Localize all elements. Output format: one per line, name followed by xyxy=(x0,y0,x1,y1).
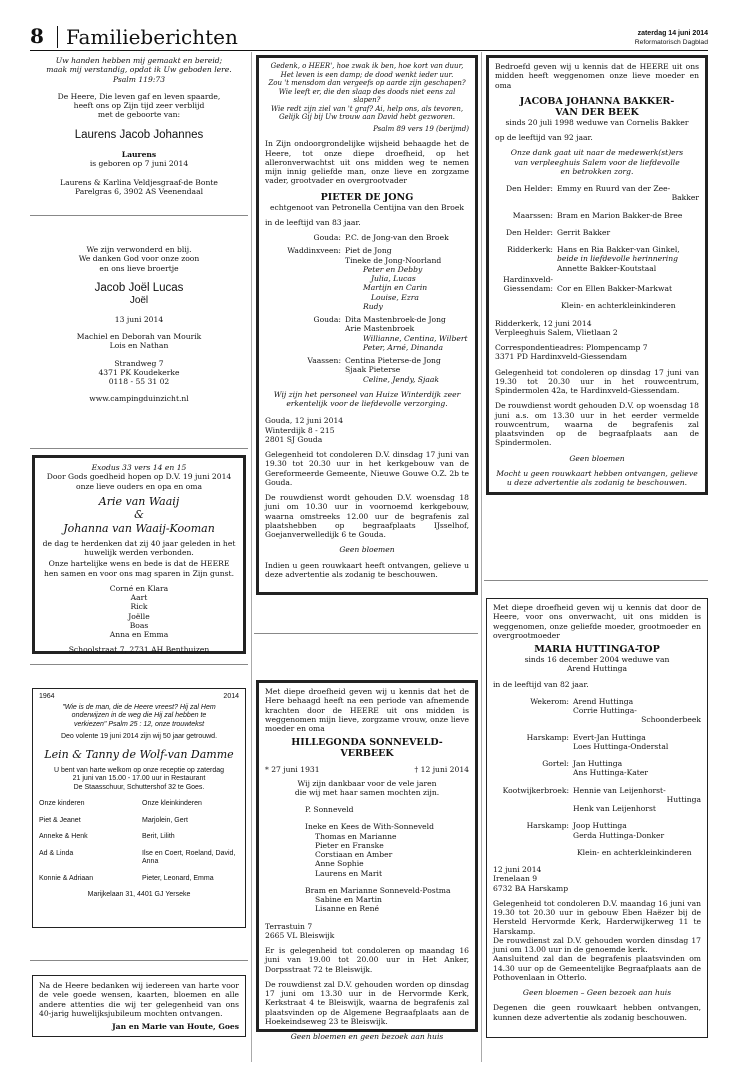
newspaper-name: Reformatorisch Dagblad xyxy=(634,39,708,46)
family-name: beide in liefdevolle herinnering xyxy=(557,254,678,264)
column-divider xyxy=(251,52,252,1062)
ad-separator xyxy=(30,664,248,665)
family-cell: Onze kinderen xyxy=(39,800,85,808)
family-cell: Pieter, Leonard, Emma xyxy=(142,874,214,882)
thanks-line: Wij zijn dankbaar voor de vele jaren xyxy=(297,778,437,788)
family-group xyxy=(265,886,469,914)
anniversary-announcement-de-wolf xyxy=(32,688,246,928)
family-name: Arie Mastenbroek xyxy=(345,324,415,334)
widow-line: Arend Huttinga xyxy=(566,664,628,674)
quote-line: "Wie is de man, die de Heere vreest? Hij zal Hem xyxy=(62,703,216,711)
text-line: hen samen en voor ons mag sparen in Zijn gunst. xyxy=(44,568,234,578)
family-name: Laurens en Marit xyxy=(315,868,382,878)
address-line: Irenelaan 9 xyxy=(493,874,538,884)
child-name: Laurens Jacob Johannes xyxy=(74,128,204,141)
widow-line: sinds 16 december 2004 weduwe van xyxy=(524,655,670,664)
intro-line: We zijn verwonderd en blij. xyxy=(86,245,192,254)
family-table xyxy=(39,800,239,883)
family-name: Tineke de Jong-Noorland xyxy=(345,255,442,265)
family-cell: Ilse en Coert, Roeland, David, Anna xyxy=(142,849,236,866)
quote-line: verkiezen" Psalm 25 : 12, onze trouwtekst xyxy=(73,720,205,728)
family-place: Maarssen: xyxy=(512,210,553,220)
phone: 0118 - 55 31 02 xyxy=(108,377,170,387)
deceased-name: HILLEGONDA SONNEVELD- xyxy=(291,737,443,749)
address-line: 12 juni 2014 xyxy=(493,865,542,874)
family-place: Gouda: xyxy=(313,233,341,242)
family-name: Annette Bakker-Koutstaal xyxy=(557,263,657,273)
family-name: Corstiaan en Amber xyxy=(315,850,393,859)
family-place: Ridderkerk: xyxy=(507,245,553,254)
correspondence: 3371 PD Hardinxveld-Giessendam xyxy=(495,352,627,362)
obituary-hillegonda-sonneveld xyxy=(256,680,478,1041)
family-place: Gortel: xyxy=(542,759,569,768)
family-place: Kootwijkerbroek: xyxy=(502,785,569,795)
flowers-note: Geen bloemen xyxy=(569,453,625,463)
family-name: Joop Huttinga xyxy=(573,821,627,831)
intro-line: met de geboorte van: xyxy=(97,110,181,120)
card-note: Degenen die geen rouwkaart hebben ontvangen, kunnen deze advertentie als zodanig beschouwen. xyxy=(493,1003,701,1022)
verse-line: Wie redt zijn ziel van 't graf? Ai, help ons, als tevoren, xyxy=(270,104,464,113)
ad-separator xyxy=(484,580,708,581)
family-list xyxy=(493,697,701,857)
intro-text: In Zijn ondoorgrondelijke wijsheid behaagde het de Heere, tot onze diepe droefheid, op het alleronverwachtst uit ons midden weg te nemen mijn innig geliefde man, onze lieve en zorgzame vader, grootvader en overgrootvader xyxy=(265,139,469,186)
funeral-info: De rouwdienst wordt gehouden D.V. op woensdag 18 juni a.s. om 13.30 uur in het eerder vermelde rouwcentrum, waarna de begrafenis zal plaatsvinden op de begraafplaats aan de Spindermolen. xyxy=(495,401,699,448)
intro-text: Bedroefd geven wij u kennis dat de HEERE uit ons midden heeft weggenomen onze lieve moeder en oma xyxy=(495,62,699,90)
family-name: Gerrit Bakker xyxy=(557,227,611,237)
header-rule xyxy=(30,50,708,51)
spouse-line: echtgenoot van Petronella Centijna van den Broek xyxy=(270,202,464,212)
family-cell: Onze kleinkinderen xyxy=(142,800,202,808)
family-name: Ineke en Kees de With-Sonneveld xyxy=(305,822,434,832)
grandchildren: Peter, Arné, Dinanda xyxy=(363,342,443,352)
year-row xyxy=(39,693,239,702)
signature: Jan en Marie van Houte, Goes xyxy=(112,1022,239,1031)
family-name: Bram en Marianne Sonneveld-Postma xyxy=(305,885,451,895)
family-place: Harskamp: xyxy=(526,732,569,742)
address-line: 6732 BA Harskamp xyxy=(493,883,569,893)
family-place: Gouda: xyxy=(313,315,341,324)
deceased-name: PIETER DE JONG xyxy=(320,191,414,203)
card-note: Indien u geen rouwkaart heeft ontvangen, gelieve u deze advertentie als zodanig te beschouwen. xyxy=(265,560,469,579)
birth-announcement-jacob xyxy=(32,245,246,405)
parents: Laurens & Karlina Veldjesgraaf-de Bonte xyxy=(60,178,218,188)
family-member: Anna en Emma xyxy=(109,630,169,640)
grandchildren: Celine, Jendy, Sjaak xyxy=(363,374,439,384)
intro-line: Door Gods goedheid hopen op D.V. 19 juni 2014 xyxy=(46,472,232,482)
family-cell: Konnie & Adriaan xyxy=(39,874,94,882)
grandchildren: Klein- en achterkleinkinderen xyxy=(577,847,692,857)
verse-line: Het leven is een damp; de dood wenkt ieder uur. xyxy=(280,70,454,79)
family-place: Harskamp: xyxy=(526,821,569,831)
address-line: Verpleeghuis Salem, Vlietlaan 2 xyxy=(495,327,618,337)
address-line: 4371 PK Koudekerke xyxy=(98,367,180,377)
correspondence: Correspondentieadres: Plompencamp 7 xyxy=(495,343,648,352)
address-line: Gouda, 12 juni 2014 xyxy=(265,416,344,426)
condolence-info: Gelegenheid tot condoleren op dinsdag 17 juni van 19.30 tot 20.30 uur in het rouwcentrum, Spindermolen 42a, te Hardinxveld-Giessendam. xyxy=(495,367,699,395)
thanks-line: Onze dank gaat uit naar de medewerk(st)ers xyxy=(510,148,684,158)
deceased-name: VERBEEK xyxy=(340,748,394,760)
thanks-announcement-van-houte xyxy=(32,975,246,1037)
address: Schoolstraat 7, 2731 AH Benthuizen xyxy=(68,645,210,655)
address-line: Ridderkerk, 12 juni 2014 xyxy=(495,318,592,328)
couple-name: Lein & Tanny de Wolf-van Damme xyxy=(44,747,234,761)
address-line: 2801 SJ Gouda xyxy=(265,434,323,444)
family-name: Dita Mastenbroek-de Jong xyxy=(345,315,446,324)
header-divider xyxy=(57,26,58,48)
flowers-note: Geen bloemen xyxy=(339,545,395,555)
family-cell: Marjolein, Gert xyxy=(142,816,188,824)
family-place: Hardinxveld-Giessendam: xyxy=(503,274,553,293)
age-line: in de leeftijd van 82 jaar. xyxy=(493,679,589,689)
page-number: 8 xyxy=(30,24,44,48)
thanks-line: die wij met haar samen mochten zijn. xyxy=(294,787,440,797)
verse-ref: Psalm 119:73 xyxy=(112,74,166,84)
thanks-line: van verpleeghuis Salem voor de liefdevolle xyxy=(514,157,680,167)
section-title: Familieberichten xyxy=(66,25,238,49)
family-name: Bakker xyxy=(671,193,699,203)
family-place: Vaassen: xyxy=(307,356,341,365)
flowers-note: Geen bloemen – Geen bezoek aan huis xyxy=(522,988,672,997)
family-cell: Piet & Jeanet xyxy=(39,816,81,824)
intro-text: Met diepe droefheid geven wij u kennis dat het de Here behaagd heeft na een periode van afnemende krachten door de HEERE uit ons midden is weggenomen mijn lieve, zorgzame vrouw, onze lieve moeder en oma xyxy=(265,687,469,733)
family-place: Wekerom: xyxy=(530,696,569,706)
condolence-info: Gelegenheid tot condoleren D.V. maandag 16 juni van 19.30 tot 20.30 uur in gebouw Eben Haëzer bij de Hersteld Hervormde Kerk, Harderwijkerweg 11 te Harskamp. xyxy=(493,898,701,936)
thanks-line: en betrokken zorg. xyxy=(560,166,634,176)
year-end: 2014 xyxy=(223,693,239,700)
family-name: Schoonderbeek xyxy=(641,715,701,725)
family-list xyxy=(495,184,699,311)
address: Parelgras 6, 3902 AS Veenendaal xyxy=(74,187,204,197)
column-divider xyxy=(481,52,482,1062)
grandchildren: Willianne, Centina, Wilbert xyxy=(363,333,468,343)
call-name: Joël xyxy=(129,294,149,306)
siblings: Lois en Nathan xyxy=(109,341,169,351)
family-name: Emmy en Ruurd van der Zee- xyxy=(557,184,671,193)
verse-line: Zou 't mensdom dan vergeefs op aarde zijn geschapen? xyxy=(268,79,466,88)
family-member: Rick xyxy=(130,602,148,612)
family-name: Lisanne en René xyxy=(315,904,379,914)
family-place: Den Helder: xyxy=(506,227,553,237)
text-line: huwelijk werden verbonden. xyxy=(84,548,194,558)
invite-line: 21 juni van 15.00 - 17.00 uur in Restaurant xyxy=(72,775,206,783)
parents: Machiel en Deborah van Mourik xyxy=(76,332,202,342)
ad-separator xyxy=(254,633,478,634)
address-line: Strandweg 7 xyxy=(114,358,164,368)
family-name: Hennie van Leijenhorst- xyxy=(573,785,666,795)
address: Marijkelaan 31, 4401 GJ Yerseke xyxy=(87,891,191,899)
family-name: Corrie Huttinga- xyxy=(573,706,637,715)
age-line: op de leeftijd van 92 jaar. xyxy=(495,133,593,142)
ad-separator xyxy=(30,215,248,216)
couple-name: Johanna van Waaij-Kooman xyxy=(63,521,215,535)
life-dates xyxy=(265,765,469,774)
death-date: † 12 juni 2014 xyxy=(414,765,469,775)
obituary-jacoba-bakker xyxy=(486,55,708,495)
verse-line: Gedenk, o HEER', hoe zwak ik ben, hoe kort van duur, xyxy=(270,62,464,70)
funeral-info: De rouwdienst zal D.V. gehouden worden dinsdag 17 juni om 13.00 uur in de genoemde kerk. xyxy=(493,935,701,954)
family-name: Sabine en Martin xyxy=(315,895,382,904)
ad-separator xyxy=(30,960,248,961)
card-note: Mocht u geen rouwkaart hebben ontvangen, gelieve u deze advertentie als zodanig te beschouwen. xyxy=(496,468,698,487)
call-name: Laurens xyxy=(121,149,157,159)
address-line: Terrastuin 7 xyxy=(265,921,313,931)
grandchildren: Klein- en achterkleinkinderen xyxy=(561,301,676,311)
family-name: Arend Huttinga xyxy=(573,696,634,706)
family-name: Piet de Jong xyxy=(345,246,392,256)
website-link[interactable]: www.campingduinzicht.nl xyxy=(89,394,189,404)
grandchildren: Martijn en Carin xyxy=(363,283,428,293)
text-line: de dag te herdenken dat zij 40 jaar geleden in het xyxy=(42,538,236,548)
verse-ref: Exodus 33 vers 14 en 15 xyxy=(91,463,187,472)
family-name: Sjaak Pieterse xyxy=(345,365,401,375)
deceased-name: VAN DER BEEK xyxy=(555,106,639,118)
family-name: Huttinga xyxy=(666,794,701,804)
intro-line: onze lieve ouders en opa en oma xyxy=(76,481,202,491)
obituary-pieter-de-jong xyxy=(256,55,478,595)
family-cell: Anneke & Henk xyxy=(39,833,88,841)
page-header xyxy=(0,0,738,48)
thanks-text: Na de Heere bedanken wij iedereen van harte voor de vele goede wensen, kaarten, bloemen en alle andere attenties die wij ter gelegenheid van ons 40-jarig huwelijksjubileum mochten ontvangen. xyxy=(39,981,239,1018)
condolence-info: Er is gelegenheid tot condoleren op maandag 16 juni van 19.00 tot 20.00 uur in Het Anker, Dorpsstraat 72 te Bleiswijk. xyxy=(265,946,469,974)
funeral-info: De rouwdienst wordt gehouden D.V. woensdag 18 juni om 10.30 uur in voornoemd kerkgebouw, waarna omstreeks 12.00 uur de begrafenis zal plaatshebben op begraafplaats IJsselhof, Goejanverwelledijk 6 te Gouda. xyxy=(265,493,469,539)
ad-separator xyxy=(30,448,248,449)
address-line: 2665 VL Bleiswijk xyxy=(265,930,335,940)
couple-name: Arie van Waaij xyxy=(98,494,180,508)
intro-text: Met diepe droefheid geven wij u kennis dat door de Heere, voor ons onverwacht, uit ons midden is weggenomen, onze geliefde moeder, grootmoeder en overgrootmoeder xyxy=(493,603,701,640)
birth-date: * 27 juni 1931 xyxy=(265,765,320,775)
text-line: Onze hartelijke wens en bede is dat de HEERE xyxy=(48,559,230,569)
verse-ref: Psalm 89 vers 19 (berijmd) xyxy=(373,124,469,133)
issue-date: zaterdag 14 juni 2014 xyxy=(637,30,708,37)
family-cell: Ad & Linda xyxy=(39,849,74,857)
family-name: Gerda Huttinga-Donker xyxy=(573,830,665,840)
intro-line: en ons lieve broertje xyxy=(99,263,179,273)
family-name: Anne Sophie xyxy=(315,859,364,869)
family-name: Jan Huttinga xyxy=(573,759,623,768)
anniversary-announcement-van-waaij xyxy=(32,455,246,654)
verse-line: Uw handen hebben mij gemaakt en bereid; xyxy=(55,56,223,65)
family-name: Evert-Jan Huttinga xyxy=(573,732,646,742)
wedding-line: Deo volente 19 juni 2014 zijn wij 50 jaar getrouwd. xyxy=(60,733,218,741)
grandchildren: Louise, Ezra xyxy=(371,292,419,302)
intro-line: De Heere, Die leven gaf en leven spaarde, xyxy=(57,91,221,101)
family-name: Loes Huttinga-Onderstal xyxy=(573,741,669,751)
family-name: Hans en Ria Bakker-van Ginkel, xyxy=(557,245,680,254)
widow-line: sinds 20 juli 1998 weduwe van Cornelis Bakker xyxy=(505,117,689,127)
family-name: P.C. de Jong-van den Broek xyxy=(345,233,449,242)
family-member: Joëlle xyxy=(128,611,150,621)
invite-line: De Staasschuur, Schuttershof 32 te Goes. xyxy=(73,783,205,791)
grandchildren: Rudy xyxy=(363,301,383,311)
child-name: Jacob Joël Lucas xyxy=(94,281,184,294)
grandchildren: Peter en Debby xyxy=(363,264,423,274)
family-name: Cor en Ellen Bakker-Markwat xyxy=(557,283,673,293)
deceased-name: JACOBA JOHANNA BAKKER- xyxy=(519,95,675,107)
condolence-info: Gelegenheid tot condoleren D.V. dinsdag 17 juni van 19.30 tot 20.30 uur in het kerkgebouw van de Gereformeerde Gemeente, Nieuwe Gouwe O.Z. 2b te Gouda. xyxy=(265,450,469,487)
verse-line: maak mij verstandig, opdat ik Uw geboden lere. xyxy=(46,65,232,75)
deceased-name: MARIA HUTTINGA-TOP xyxy=(534,644,660,655)
obituary-maria-huttinga xyxy=(486,598,708,1038)
family-name: Bram en Marion Bakker-de Bree xyxy=(557,210,683,220)
year-start: 1964 xyxy=(39,693,55,700)
family-name: Henk van Leijenhorst xyxy=(573,804,656,813)
family-group xyxy=(265,822,469,878)
family-name: Centina Pieterse-de Jong xyxy=(345,356,441,365)
age-line: in de leeftijd van 83 jaar. xyxy=(265,217,361,227)
birth-date: is geboren op 7 juni 2014 xyxy=(89,158,189,168)
funeral-info: De rouwdienst zal D.V. gehouden worden op dinsdag 17 juni om 13.30 uur in de Hervormde Kerk, Kerkstraat 4 te Bleiswijk, waarna de begrafenis zal plaatsvinden op de Algemene Begraafplaats aan de Hoekeindseweg 23 te Bleiswijk. xyxy=(265,979,469,1026)
thanks-text: Wij zijn het personeel van Huize Winterdijk zeer erkentelijk voor de liefdevolle verzorging. xyxy=(273,389,461,408)
intro-line: We danken God voor onze zoon xyxy=(78,254,200,264)
address-line: Winterdijk 8 - 215 xyxy=(265,425,335,435)
family-name: Ans Huttinga-Kater xyxy=(573,768,648,778)
family-member: Corné en Klara xyxy=(109,583,169,593)
birth-announcement-laurens xyxy=(32,56,246,206)
family-cell: Berit, Lilith xyxy=(142,833,175,841)
family-place: Waddinxveen: xyxy=(287,246,341,256)
birth-date: 13 juni 2014 xyxy=(114,314,164,324)
intro-line: heeft ons op Zijn tijd zeer verblijd xyxy=(73,101,205,110)
flowers-note: Geen bloemen en geen bezoek aan huis xyxy=(290,1032,444,1041)
ampersand: & xyxy=(134,508,144,522)
grandchildren: Julia, Lucas xyxy=(371,274,416,283)
quote-line: onderwijzen in de weg die Hij zal hebben te xyxy=(71,712,207,720)
husband: P. Sonneveld xyxy=(305,805,354,814)
family-name: Thomas en Marianne xyxy=(315,831,397,841)
family-member: Aart xyxy=(130,593,148,603)
family-name: Pieter en Franske xyxy=(315,840,384,850)
burial-info: Aansluitend zal dan de begrafenis plaatsvinden om 14.30 uur op de Gemeentelijke Begraafplaats aan de Pothovenlaan in Otterlo. xyxy=(493,954,701,982)
verse-line: Wie leeft er, die den slaap des doods niet eens zal slapen? xyxy=(278,87,456,105)
verse-line: Gelijk Gij bij Uw trouw aan David hebt gezworen. xyxy=(278,113,456,122)
family-list xyxy=(265,233,469,384)
invite-line: U bent van harte welkom op onze receptie op zaterdag xyxy=(53,766,225,774)
family-member: Boas xyxy=(129,620,149,630)
family-place: Den Helder: xyxy=(506,184,553,193)
